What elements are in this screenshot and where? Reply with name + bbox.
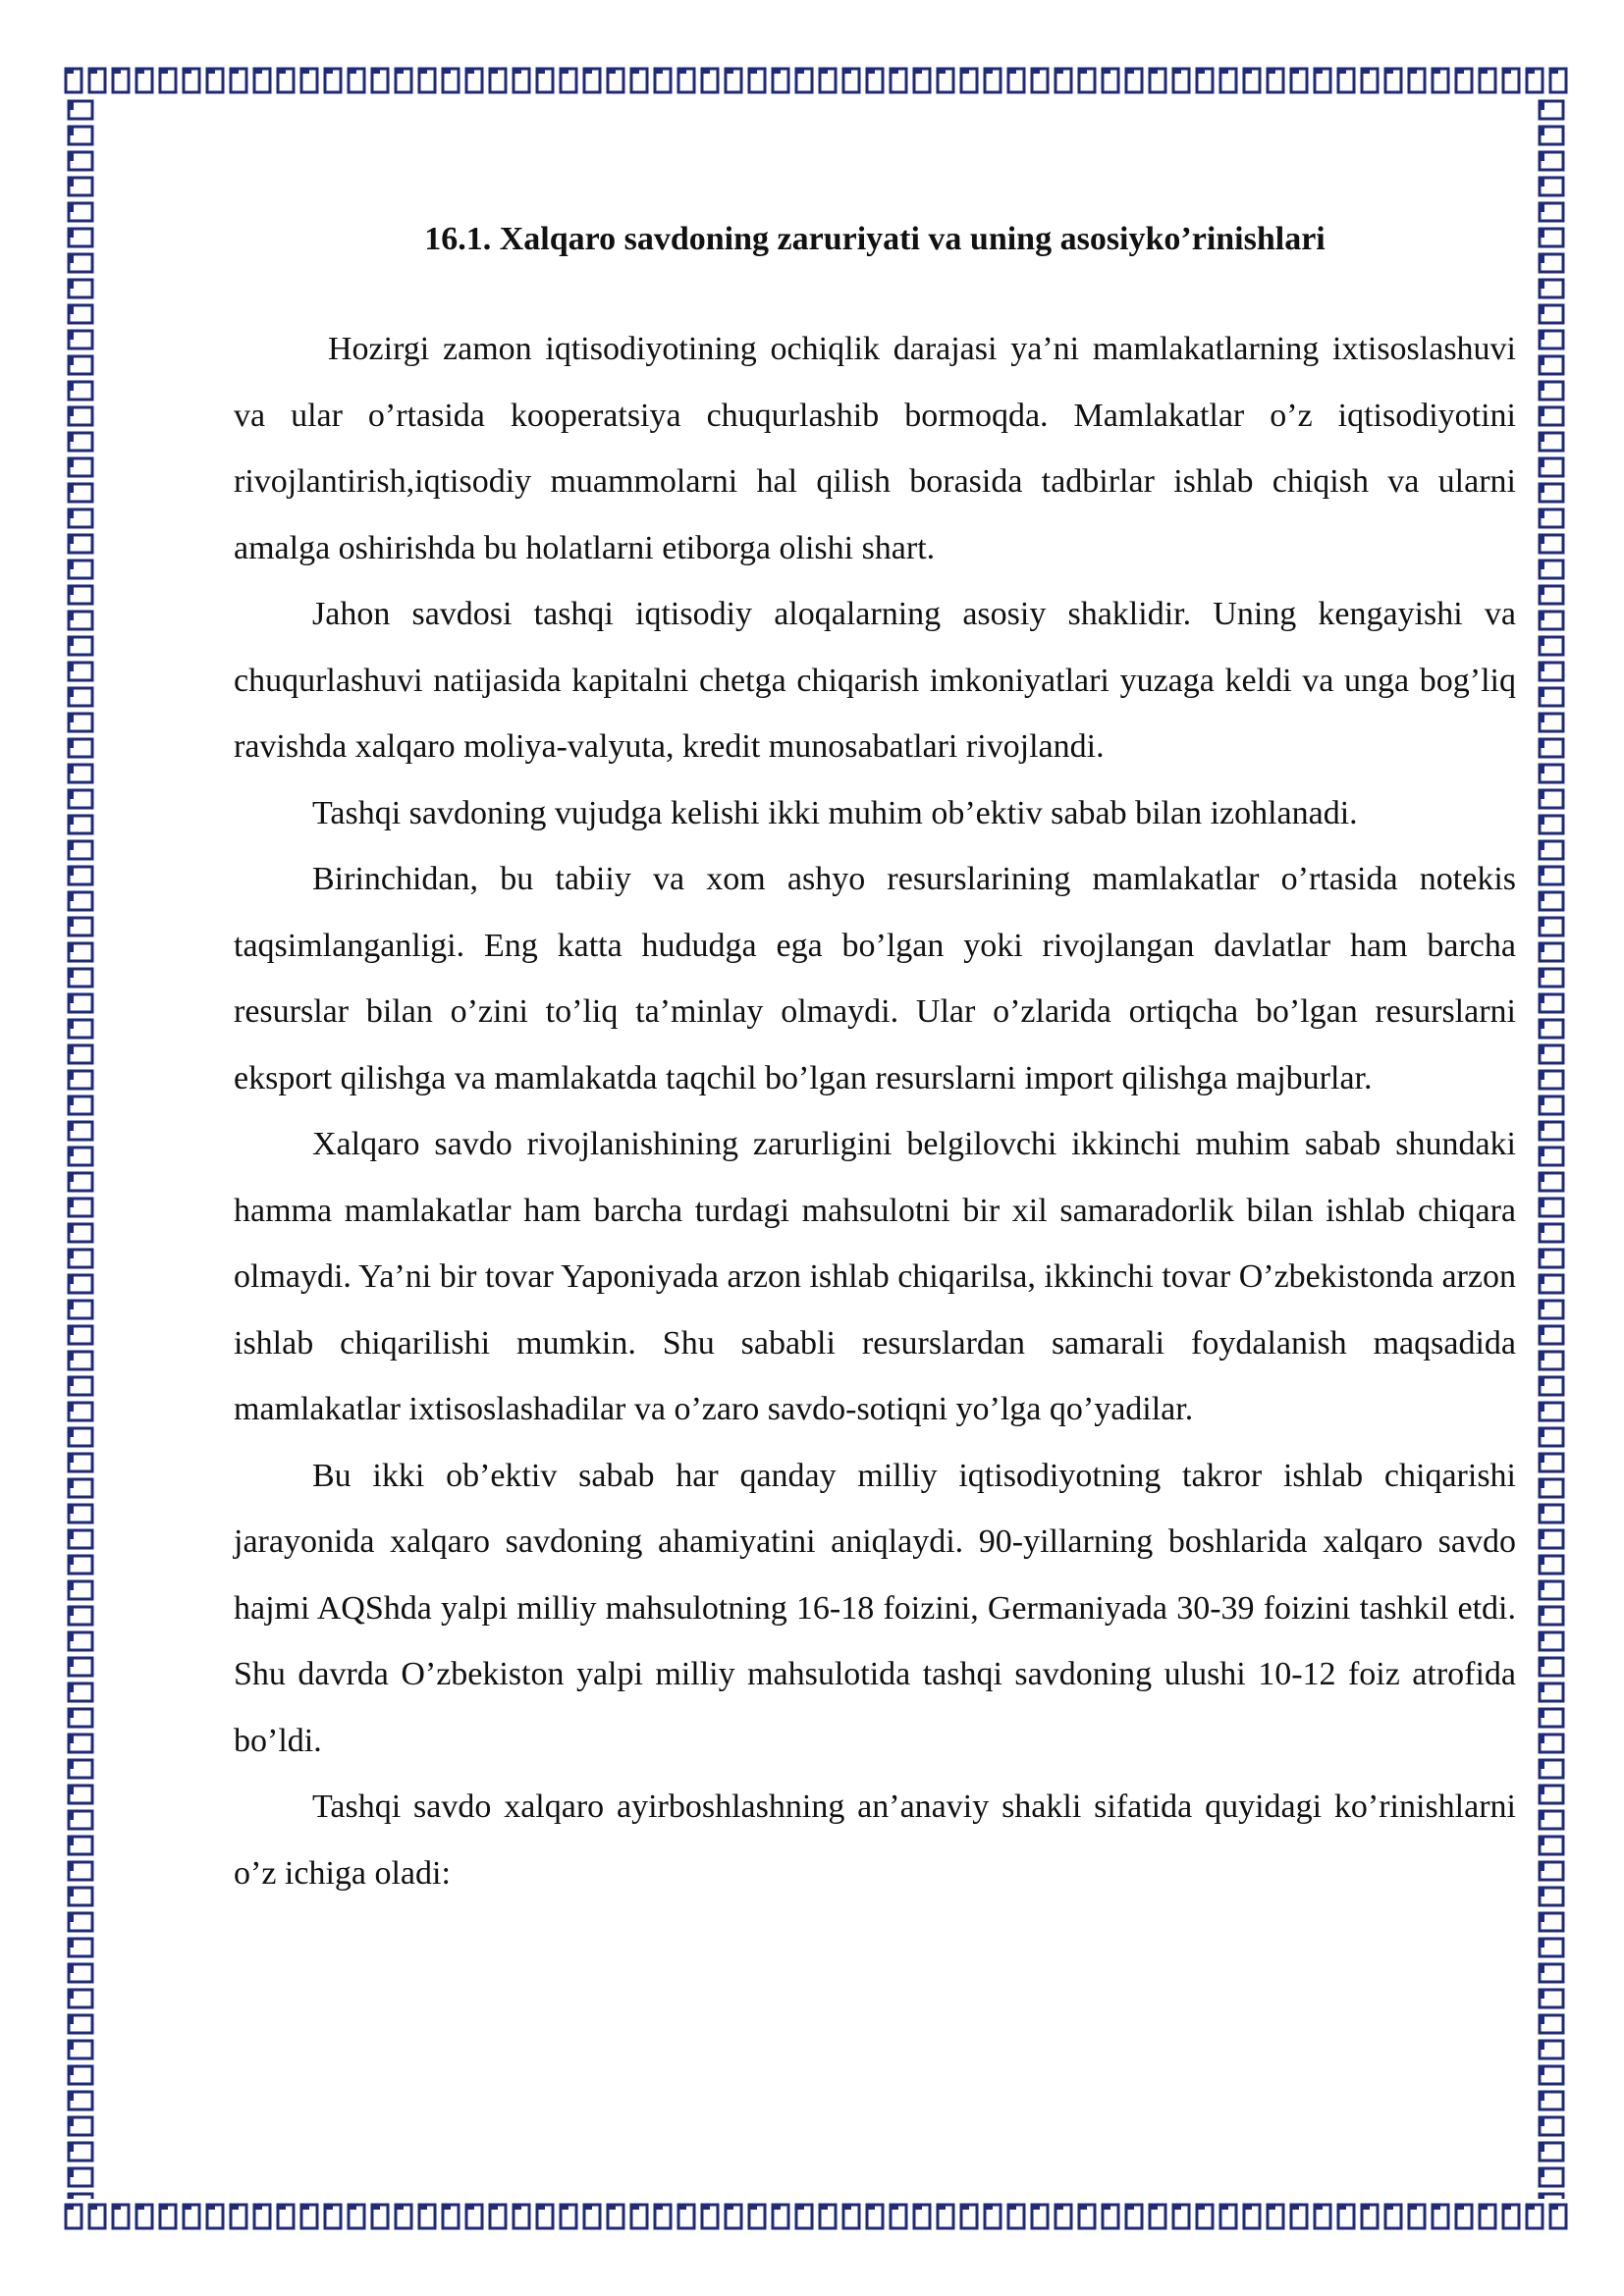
- paragraph: Tashqi savdoning vujudga kelishi ikki muhim ob’ektiv sabab bilan izohlanadi.: [312, 794, 1358, 831]
- page-border-right: [1534, 98, 1569, 2199]
- paragraph: Hozirgi zamon iqtisodiyotining ochiqlik darajasi ya’ni mamlakatlarning ixtisoslashuvi va ular o’rtasida kooperatsiya chuqurlashib bormoqda. Mamlakatlar o’z iqtisodiyotini rivojlantirish,iqtisodiy muammolarni hal qilish borasida tadbirlar ishlab chiqish va ularni amalga oshirishda bu holatlarni etiborga olishi shart.: [234, 331, 1516, 566]
- document-body: [234, 206, 1516, 1906]
- paragraph: Xalqaro savdo rivojlanishining zarurligini belgilovchi ikkinchi muhim sabab shundaki hamma mamlakatlar ham barcha turdagi mahsulotni bir xil samaradorlik bilan ishlab chiqara olmaydi. Ya’ni bir tovar Yaponiyada arzon ishlab chiqarilsa, ikkinchi tovar O’zbekistonda arzon ishlab chiqarilishi mumkin. Shu sababli resurslardan samarali foydalanish maqsadida mamlakatlar ixtisoslashadilar va o’zaro savdo-sotiqni yo’lga qo’yadilar.: [234, 1126, 1516, 1427]
- page-border-bottom: [63, 2199, 1569, 2234]
- section-title: 16.1. Xalqaro savdoning zaruriyati va uning asosiyko’rinishlari: [424, 221, 1326, 257]
- page-border-left: [63, 98, 98, 2199]
- paragraph: Jahon savdosi tashqi iqtisodiy aloqalarning asosiy shaklidir. Uning kengayishi va chuqurlashuvi natijasida kapitalni chetga chiqarish imkoniyatlari yuzaga keldi va unga bog’liq ravishda xalqaro moliya-valyuta, kredit munosabatlari rivojlandi.: [234, 596, 1516, 765]
- paragraph: Tashqi savdo xalqaro ayirboshlashning an’anaviy shakli sifatida quyidagi ko’rinishlarni o’z ichiga oladi:: [234, 1789, 1516, 1892]
- paragraph: Bu ikki ob’ektiv sabab har qanday milliy iqtisodiyotning takror ishlab chiqarishi jarayonida xalqaro savdoning ahamiyatini aniqlaydi. 90-yillarning boshlarida xalqaro savdo hajmi AQShda yalpi milliy mahsulotning 16-18 foizini, Germaniyada 30-39 foizini tashkil etdi. Shu davrda O’zbekiston yalpi milliy mahsulotida tashqi savdoning ulushi 10-12 foiz atrofida bo’ldi.: [234, 1457, 1516, 1759]
- paragraph: Birinchidan, bu tabiiy va xom ashyo resurslarining mamlakatlar o’rtasida notekis taqsimlanganligi. Eng katta hududga ega bo’lgan yoki rivojlangan davlatlar ham barcha resurslar bilan o’zini to’liq ta’minlay olmaydi. Ular o’zlarida ortiqcha bo’lgan resurslarni eksport qilishga va mamlakatda taqchil bo’lgan resurslarni import qilishga majburlar.: [234, 861, 1516, 1096]
- page-border-top: [63, 63, 1569, 98]
